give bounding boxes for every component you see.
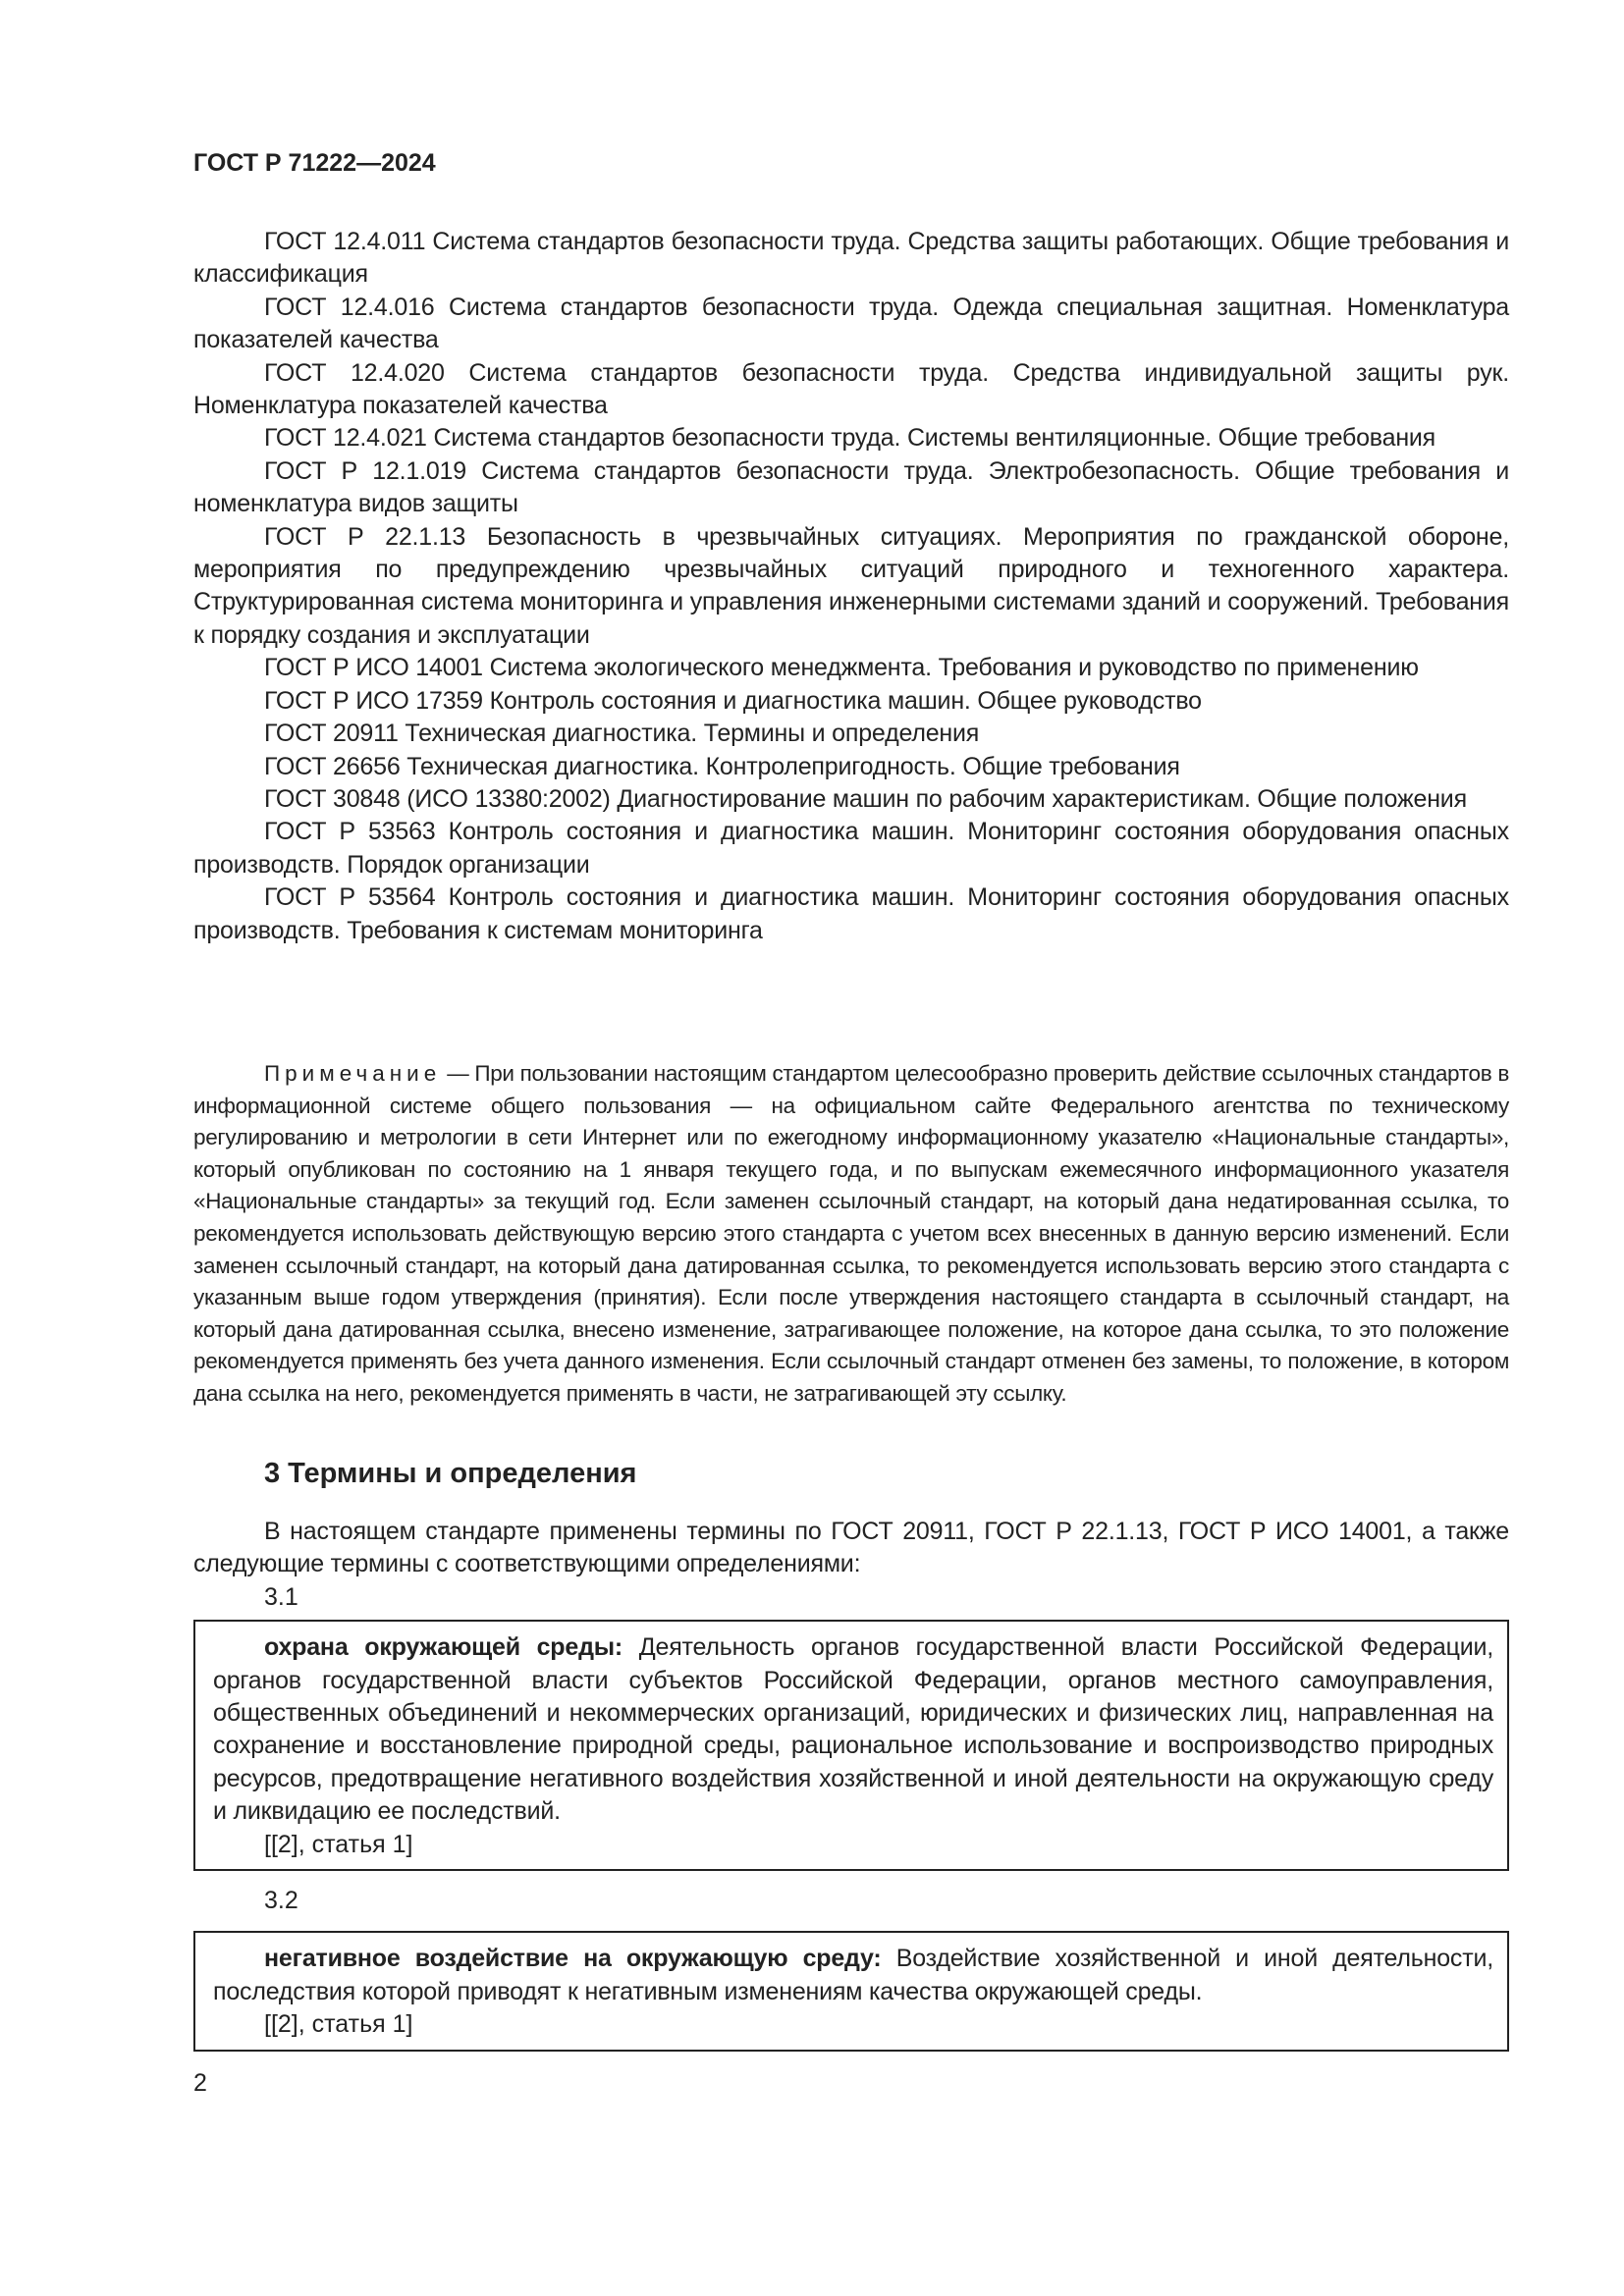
reference-item: ГОСТ 30848 (ИСО 13380:2002) Диагностирование машин по рабочим характеристикам. Общие положения: [264, 784, 1467, 813]
document-header: ГОСТ Р 71222—2024: [193, 149, 436, 177]
reference-item: ГОСТ 12.4.011 Система стандартов безопасности труда. Средства защиты работающих. Общие требования и классификация: [193, 228, 1509, 289]
term-box: [193, 1931, 1509, 2051]
reference-item: ГОСТ Р ИСО 17359 Контроль состояния и диагностика машин. Общее руководство: [264, 686, 1202, 715]
term-box: [193, 1620, 1509, 1871]
reference-item: ГОСТ Р 53564 Контроль состояния и диагностика машин. Мониторинг состояния оборудования опасных производств. Требования к системам мониторинга: [193, 883, 1509, 944]
term-source: [[2], статья 1]: [264, 2010, 413, 2039]
reference-item: ГОСТ Р 12.1.019 Система стандартов безопасности труда. Электробезопасность. Общие требования и номенклатура видов защиты: [193, 456, 1509, 518]
term-number: 3.1: [264, 1582, 298, 1611]
section-3: [193, 1458, 1509, 2052]
term-source: [[2], статья 1]: [264, 1830, 413, 1858]
term-definition: Воздействие хозяйственной и иной деятельности, последствия которой приводят к негативным изменениям качества окружающей среды.: [213, 1945, 1493, 2005]
page-number: 2: [193, 2069, 207, 2097]
note-text: — При пользовании настоящим стандартом целесообразно проверить действие ссылочных стандартов в информационной системе общего пользования — на официальном сайте Федерального агентства по техническому регулированию и метрологии в сети Интернет или по ежегодному информационному указателю «Национальные стандарты», который опубликован по состоянию на 1 января текущего года, и по выпускам ежемесячного информационного указателя «Национальные стандарты» за текущий год. Если заменен ссылочный стандарт, на который дана недатированная ссылка, то рекомендуется использовать действующую версию этого стандарта с учетом всех внесенных в данную версию изменений. Если заменен ссылочный стандарт, на который дана датированная ссылка, то рекомендуется использовать версию этого стандарта с указанным выше годом утверждения (принятия). Если после утверждения настоящего стандарта в ссылочный стандарт, на который дана датированная ссылка, внесено изменение, затрагивающее положение, на которое дана ссылка, то это положение рекомендуется применять без учета данного изменения. Если ссылочный стандарт отменен без замены, то положение, в котором дана ссылка на него, рекомендуется применять в части, не затрагивающей эту ссылку.: [193, 1061, 1509, 1406]
term-number: 3.2: [264, 1887, 298, 1915]
reference-item: ГОСТ 20911 Техническая диагностика. Термины и определения: [264, 720, 980, 748]
reference-item: ГОСТ Р 22.1.13 Безопасность в чрезвычайных ситуациях. Мероприятия по гражданской обороне, мероприятия по предупреждению чрезвычайных ситуаций природного и техногенного характера. Структурированная система мониторинга и управления инженерными системами зданий и сооружений. Требования к порядку создания и эксплуатации: [193, 522, 1509, 649]
reference-item: ГОСТ Р ИСО 14001 Система экологического менеджмента. Требования и руководство по применению: [264, 654, 1419, 682]
normative-references: [193, 226, 1509, 947]
note-block: [193, 1058, 1509, 1411]
term-title: негативное воздействие на окружающую среду:: [264, 1945, 882, 1973]
reference-item: ГОСТ Р 53563 Контроль состояния и диагностика машин. Мониторинг состояния оборудования опасных производств. Порядок организации: [193, 818, 1509, 879]
section-intro: В настоящем стандарте применены термины по ГОСТ 20911, ГОСТ Р 22.1.13, ГОСТ Р ИСО 14001, а также следующие термины с соответствующими определениями:: [193, 1518, 1509, 1578]
reference-item: ГОСТ 12.4.020 Система стандартов безопасности труда. Средства индивидуальной защиты рук. Номенклатура показателей качества: [193, 358, 1509, 420]
term-title: охрана окружающей среды:: [264, 1633, 623, 1662]
reference-item: ГОСТ 12.4.021 Система стандартов безопасности труда. Системы вентиляционные. Общие требования: [264, 424, 1436, 453]
reference-item: ГОСТ 12.4.016 Система стандартов безопасности труда. Одежда специальная защитная. Номенклатура показателей качества: [193, 293, 1509, 354]
section-heading: 3 Термины и определения: [264, 1458, 637, 1489]
reference-item: ГОСТ 26656 Техническая диагностика. Контролепригодность. Общие требования: [264, 752, 1180, 780]
note-label: Примечание: [264, 1061, 442, 1086]
term-definition: Деятельность органов государственной власти Российской Федерации, органов государственной власти субъектов Российской Федерации, органов местного самоуправления, общественных объединений и некоммерческих организаций, юридических и физических лиц, направленная на сохранение и восстановление природной среды, рациональное использование и воспроизводство природных ресурсов, предотвращение негативного воздействия хозяйственной и иной деятельности на окружающую среду и ликвидацию ее последствий.: [213, 1633, 1494, 1826]
